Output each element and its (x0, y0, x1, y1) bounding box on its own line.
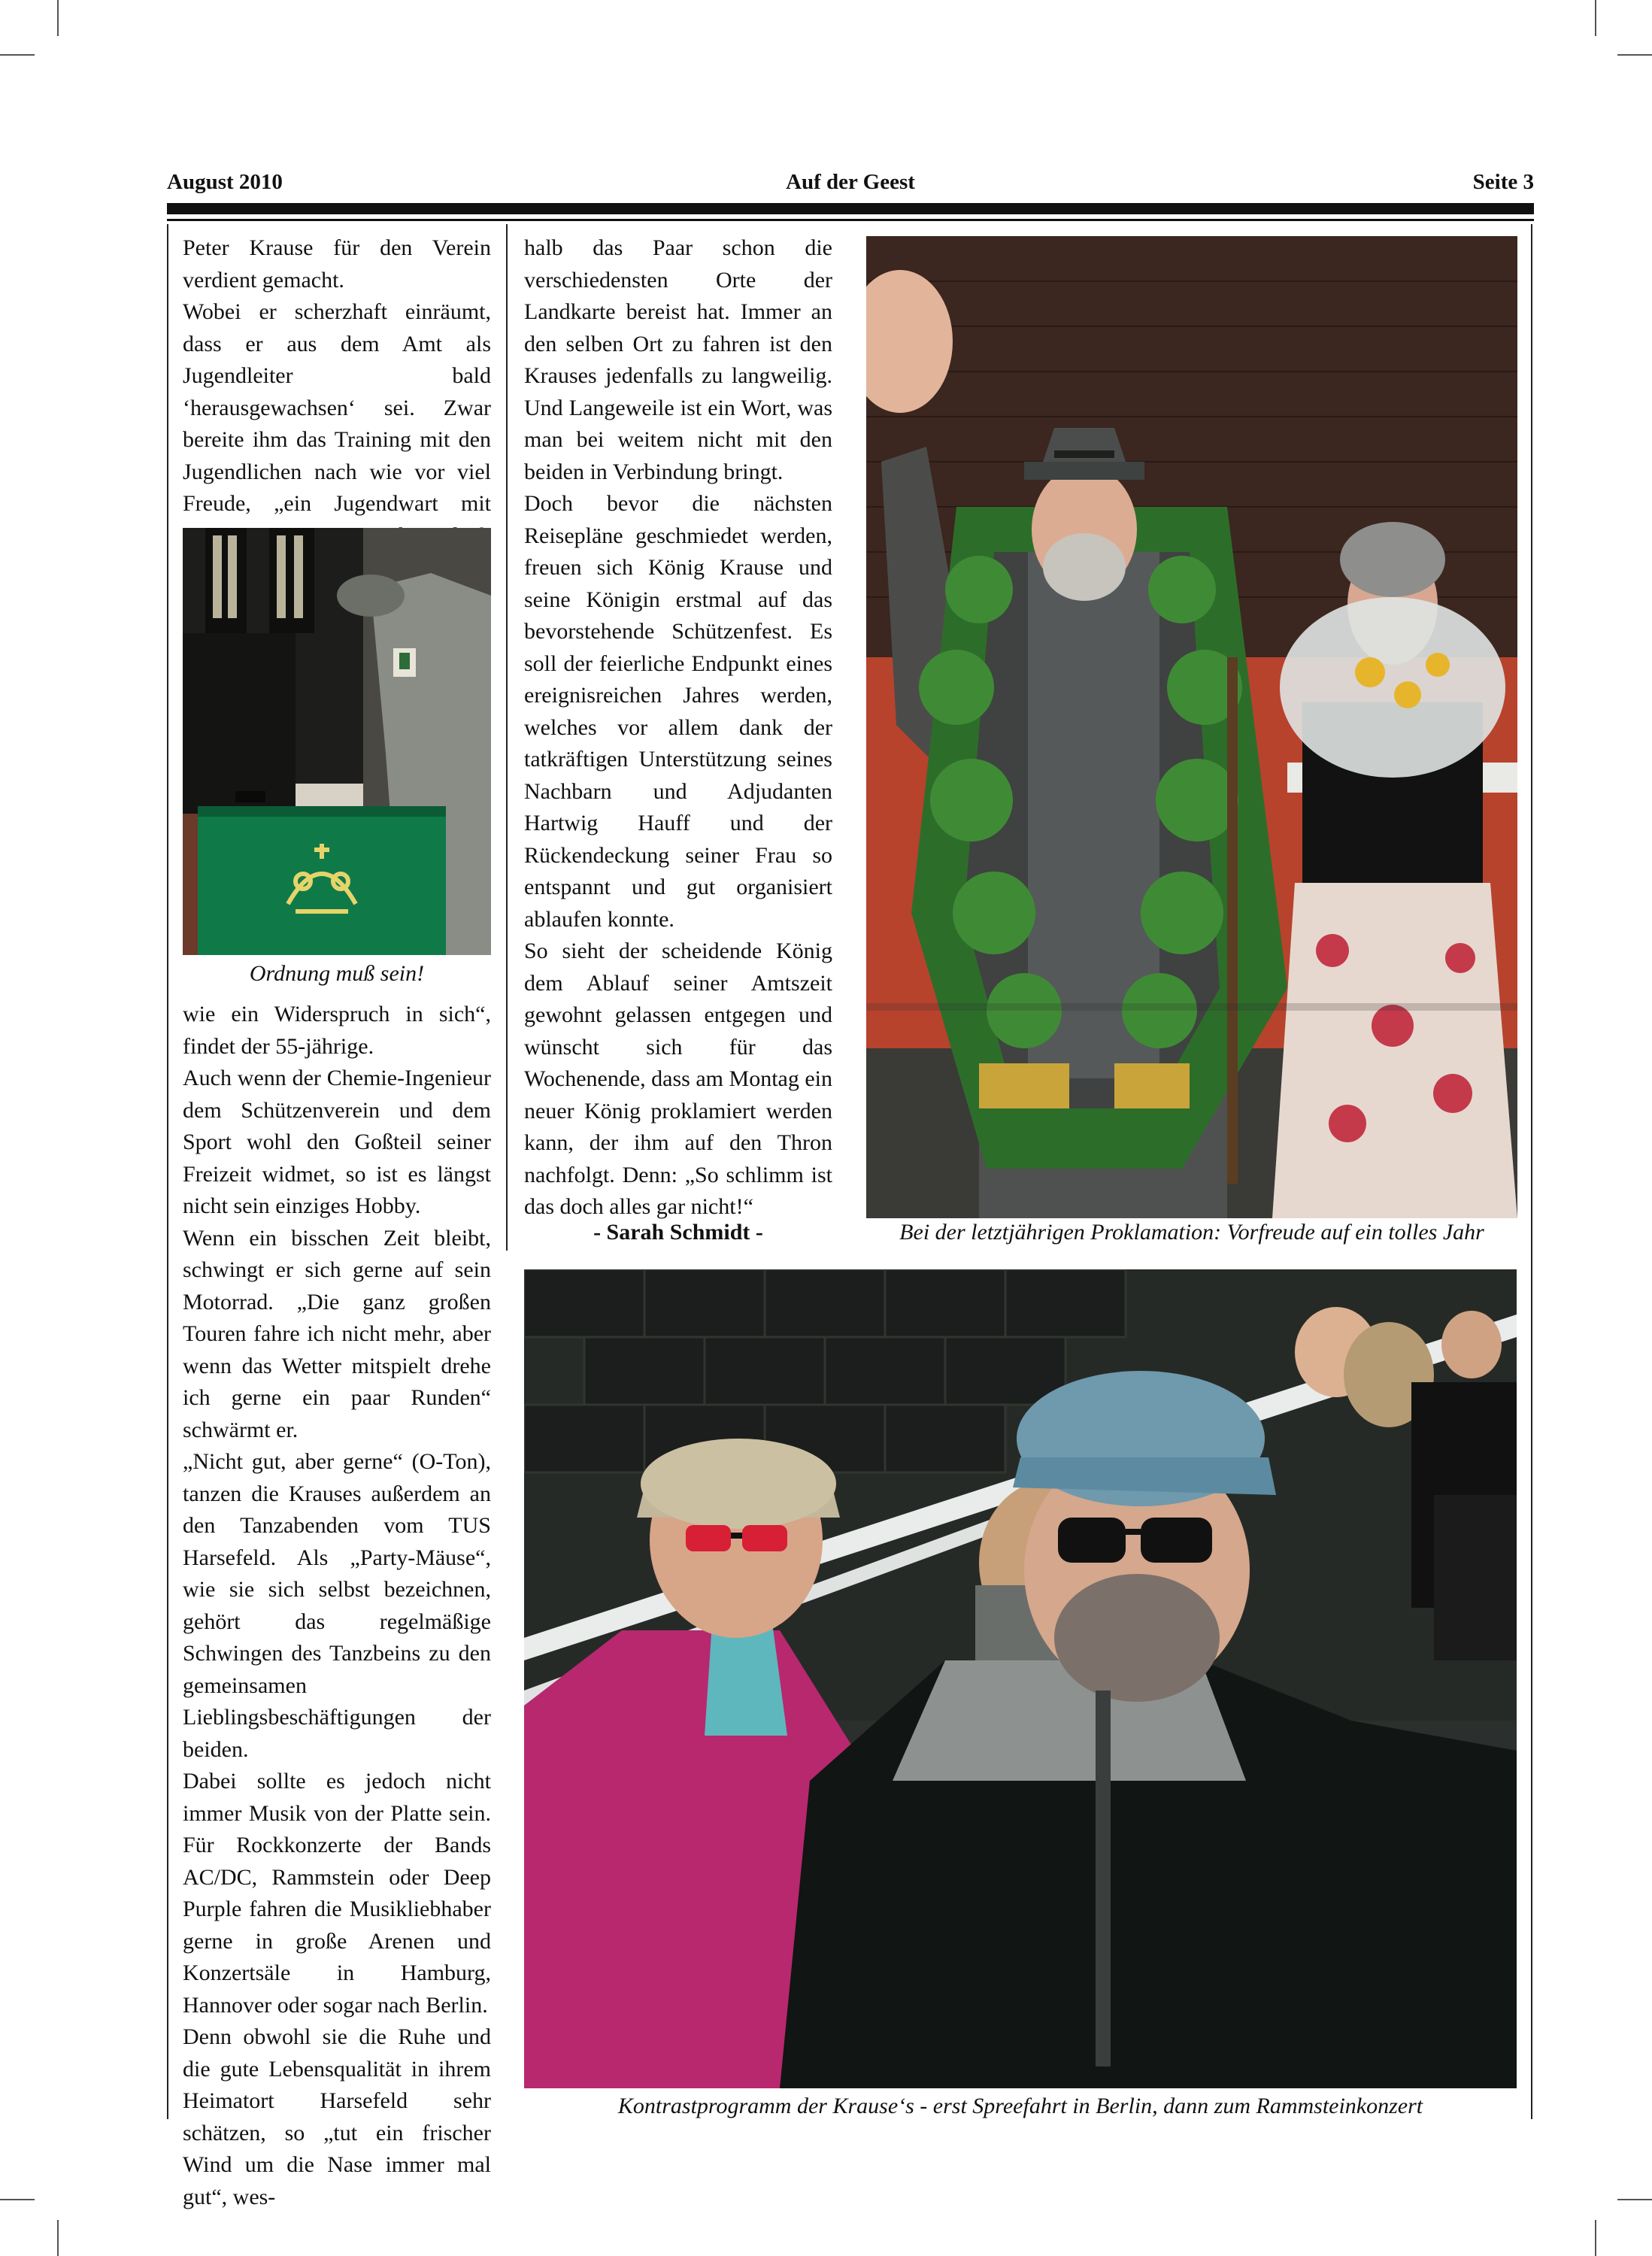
paragraph: Wenn ein bisschen Zeit bleibt, schwingt er sich gerne auf sein Motorrad. „Die ganz großen Touren fahre ich nicht mehr, aber wenn das Wetter mitspielt drehe ich gerne ein paar Runden“ schwärmt er. (183, 1225, 491, 1442)
crop-mark (1617, 54, 1652, 56)
crop-mark (1595, 0, 1596, 36)
paragraph: halb das Paar schon die verschiedensten Orte der Landkarte bereist hat. Immer an den selben Ort zu fahren ist den Krauses jedenfalls zu langweilig. Und Langeweile ist ein Wort, was man bei weitem nicht mit den beiden in Verbindung bringt. (524, 235, 832, 484)
article-column-1-bottom (183, 999, 491, 2213)
ceremony-photo-illustration (183, 528, 491, 955)
article-column-2 (524, 232, 832, 1224)
issue-date: August 2010 (167, 170, 283, 194)
crop-mark (57, 2220, 59, 2256)
crop-mark (1617, 2199, 1652, 2200)
paragraph: Dabei sollte es jedoch nicht immer Musik von der Platte sein. Für Rockkonzerte der Bands AC/DC, Rammstein oder Deep Purple fahren die Musikliebhaber gerne in große Arenen und Konzertsäle in Hamburg, Hannover oder sogar nach Berlin. (183, 1769, 491, 2018)
paragraph: Denn obwohl sie die Ruhe und die gute Lebensqualität in ihrem Heimatort Harsefeld sehr schätzen, so „tut ein frischer Wind um die Nase immer mal gut“, wes- (183, 2024, 491, 2209)
king-photo-illustration (866, 236, 1517, 1218)
column-rule (506, 224, 508, 1251)
boat-photo-illustration (524, 1269, 1517, 2088)
paragraph: „Nicht gut, aber gerne“ (O-Ton), tanzen die Krauses außerdem an den Tanzabenden vom TUS Harsefeld. Als „Party-Mäuse“, wie sie sich selbst bezeichnen, gehört das regelmäßige Schwingen des Tanzbeins zu den gemeinsamen Lieblingsbeschäftigungen der beiden. (183, 1449, 491, 1762)
king-proclamation-photo (866, 236, 1517, 1218)
spree-boat-photo (524, 1269, 1517, 2088)
paragraph: So sieht der scheidende König dem Ablauf seiner Amtszeit gewohnt gelassen entgegen und wünscht sich für das Wochenende, dass am Montag ein neuer König proklamiert werden kann, der ihm auf den Thron nachfolgt. Denn: „So schlimm ist das doch alles gar nicht!“ (524, 938, 832, 1219)
ceremony-photo (183, 528, 491, 955)
paragraph: Doch bevor die nächsten Reisepläne geschmiedet werden, freuen sich König Krause und seine Königin erstmal auf das bevorstehende Schützenfest. Es soll der feierliche Endpunkt eines ereignisreichen Jahres werden, welches vor allem dank der tatkräftigen Unterstützung seines Nachbarn und Adjudanten Hartwig Hauff und der Rückendeckung seiner Frau so entspannt und gut organisiert ablaufen konnte. (524, 491, 832, 932)
paragraph: wie ein Widerspruch in sich“, findet der 55-jährige. (183, 1002, 491, 1059)
page-header (167, 170, 1534, 197)
header-rule (167, 203, 1534, 214)
column-rule (167, 224, 168, 2119)
crop-mark (0, 54, 35, 56)
header-rule-thin (167, 219, 1534, 221)
small-photo-caption: Ordnung muß sein! (249, 961, 425, 986)
paragraph: Wobei er scherzhaft einräumt, dass er aus dem Amt als Jugendleiter bald ‘herausgewachsen‘ sei. Zwar bereite ihm das Training mit den Jugendlichen nach wie vor viel Freude, „ein Jugendwart mit (183, 299, 491, 516)
page-number: Seite 3 (1472, 170, 1534, 194)
paragraph: Peter Krause für den Verein verdient gemacht. (183, 235, 491, 293)
crop-mark (57, 0, 59, 36)
author-byline: - Sarah Schmidt - (593, 1220, 763, 1245)
paragraph: Auch wenn der Chemie-Ingenieur dem Schützenverein und dem Sport wohl den Goßteil seiner Freizeit widmet, so ist es längst nicht sein einziges Hobby. (183, 1066, 491, 1218)
crop-mark (0, 2199, 35, 2200)
king-photo-caption: Bei der letztjährigen Proklamation: Vorfreude auf ein tolles Jahr (899, 1220, 1484, 1245)
crop-mark (1595, 2220, 1596, 2256)
column-rule (1531, 224, 1532, 2119)
publication-title: Auf der Geest (786, 170, 915, 194)
boat-photo-caption: Kontrastprogramm der Krause‘s - erst Spreefahrt in Berlin, dann zum Rammsteinkonzert (617, 2094, 1423, 2118)
